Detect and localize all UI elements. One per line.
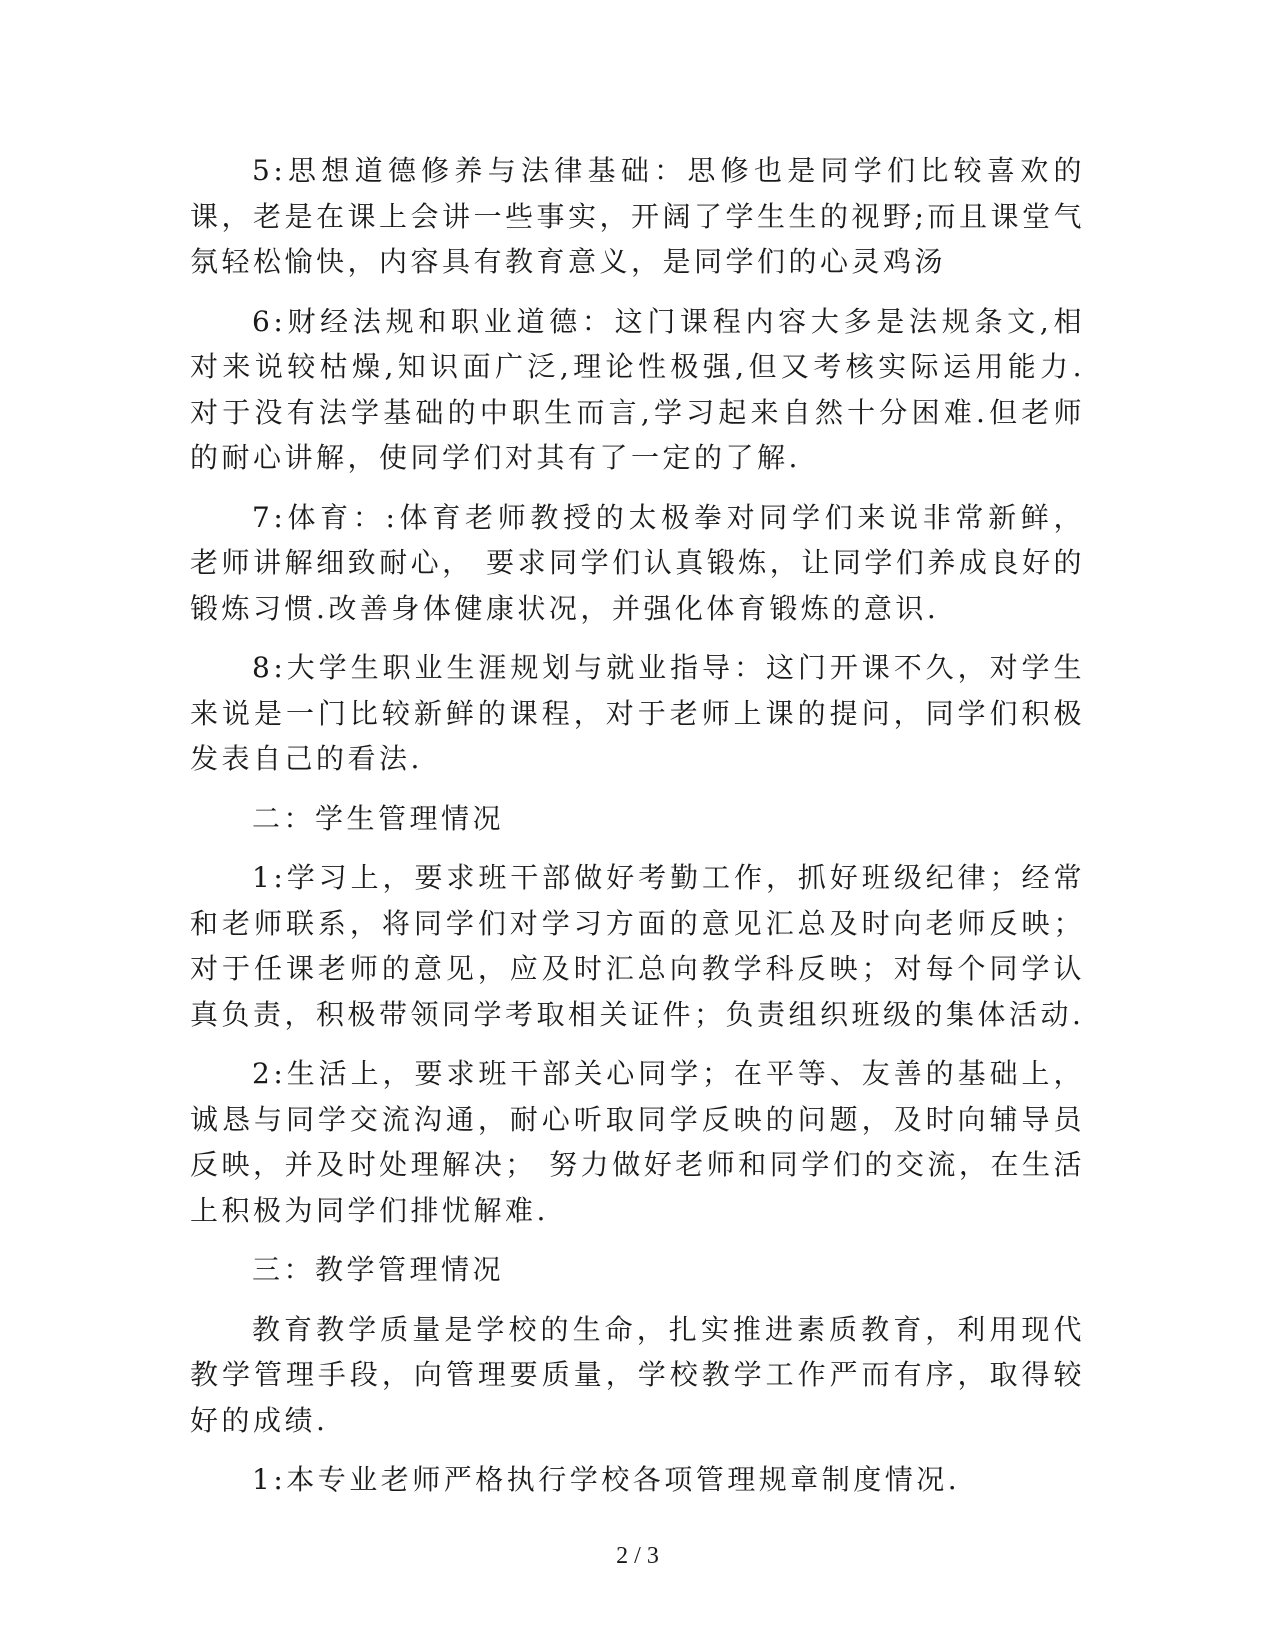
page-number: 2 / 3	[616, 1543, 659, 1569]
paragraph-course-8: 8:大学生职业生涯规划与就业指导：这门开课不久，对学生来说是一门比较新鲜的课程，对于老师上课的提问，同学们积极发表自己的看法.	[190, 651, 1085, 775]
section-heading-teaching-management: 三：教学管理情况	[252, 1253, 505, 1286]
paragraph-teacher-rules: 1:本专业老师严格执行学校各项管理规章制度情况.	[252, 1463, 961, 1496]
paragraph-teaching-quality: 教育教学质量是学校的生命，扎实推进素质教育，利用现代教学管理手段，向管理要质量，学校教学工作严而有序，取得较好的成绩.	[190, 1312, 1085, 1437]
document-body	[190, 148, 1085, 1517]
section-heading-student-management: 二：学生管理情况	[252, 801, 505, 835]
paragraph-course-7: 7:体育：:体育老师教授的太极拳对同学们来说非常新鲜，老师讲解细致耐心， 要求同学们认真锻炼，让同学们养成良好的锻炼习惯.改善身体健康状况，并强化体育锻炼的意识.	[190, 500, 1085, 625]
paragraph-study-management: 1:学习上，要求班干部做好考勤工作，抓好班级纪律；经常和老师联系，将同学们对学习方面的意见汇总及时向老师反映；对于任课老师的意见，应及时汇总向教学科反映；对每个同学认真负责，积极带领同学考取相关证件；负责组织班级的集体活动.	[190, 861, 1085, 1031]
paragraph-life-management: 2:生活上，要求班干部关心同学；在平等、友善的基础上，诚恳与同学交流沟通，耐心听取同学反映的问题，及时向辅导员反映，并及时处理解决； 努力做好老师和同学们的交流，在生活上积极为同学们排忧解难.	[190, 1057, 1085, 1227]
paragraph-course-6: 6:财经法规和职业道德：这门课程内容大多是法规条文,相对来说较枯燥,知识面广泛,理论性极强,但又考核实际运用能力.对于没有法学基础的中职生而言,学习起来自然十分困难.但老师的耐心讲解，使同学们对其有了一定的了解.	[190, 304, 1085, 474]
paragraph-course-5: 5:思想道德修养与法律基础：思修也是同学们比较喜欢的课，老是在课上会讲一些事实，开阔了学生生的视野;而且课堂气氛轻松愉快，内容具有教育意义，是同学们的心灵鸡汤	[190, 154, 1085, 278]
